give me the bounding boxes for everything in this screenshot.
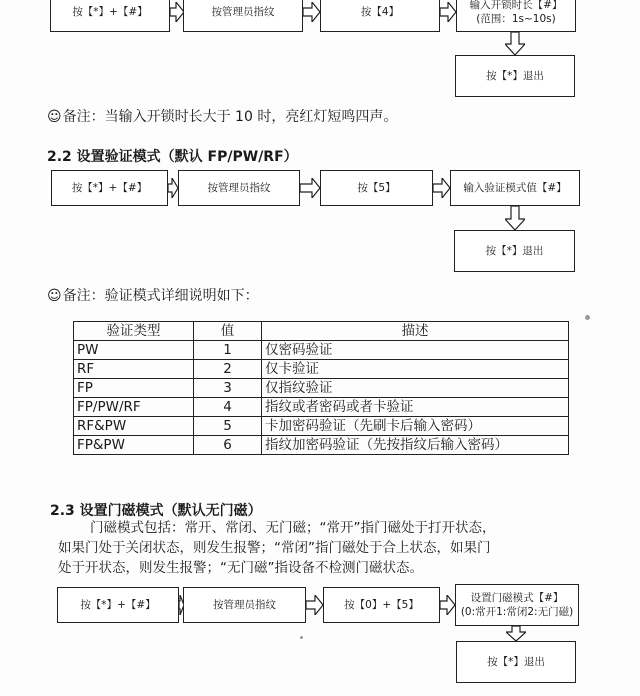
- flow3-step2-box: [183, 587, 306, 623]
- scan-speck: [300, 636, 303, 639]
- flow2-exit-box: [454, 230, 575, 272]
- note-unlock-duration: [47, 106, 397, 126]
- table-row: [74, 341, 569, 360]
- flow1-step4-label: 输入开锁时长【#】: [469, 0, 563, 11]
- table-cell-value: 4: [194, 398, 262, 417]
- note-unlock-duration-text: 备注：当输入开锁时长大于 10 时，亮红灯短鸣四声。: [62, 109, 398, 125]
- flow2-step3-box: [320, 170, 433, 206]
- flow3-step1-box: [57, 587, 179, 623]
- flow1-arrow-3: [440, 2, 456, 22]
- smiley-icon: ☺: [47, 109, 62, 125]
- flow2-arrow-2: [300, 178, 320, 198]
- flow1-step3-box: [320, 0, 440, 32]
- flow3-step3-box: [323, 587, 440, 623]
- flow3-step1-label: 按【*】+【#】: [80, 599, 156, 611]
- flow1-step3-label: 按【4】: [360, 6, 400, 18]
- table-cell-type: FP&PW: [74, 436, 194, 455]
- table-header: 验证类型: [74, 322, 194, 341]
- table-row: [74, 360, 569, 379]
- flow1-arrow-2: [303, 2, 320, 22]
- table-cell-value: 3: [194, 379, 262, 398]
- flow2-step4-label: 输入验证模式值【#】: [463, 182, 567, 194]
- flow1-exit-box: [455, 55, 575, 97]
- flow3-step3-label: 按【0】+【5】: [344, 599, 419, 611]
- flow3-step4-box: [455, 584, 579, 626]
- flow2-arrow-1: [168, 178, 178, 198]
- table-cell-desc: 仅指纹验证: [262, 379, 569, 398]
- flow1-step1-label: 按【*】+【#】: [72, 6, 148, 18]
- flow2-step3-label: 按【5】: [357, 182, 396, 194]
- table-cell-type: RF&PW: [74, 417, 194, 436]
- table-cell-desc: 卡加密码验证（先刷卡后输入密码）: [262, 417, 569, 436]
- flow2-step1-box: [51, 170, 168, 206]
- flow3-exit-label: 按【*】退出: [487, 656, 545, 668]
- table-cell-desc: 仅卡验证: [262, 360, 569, 379]
- table-cell-desc: 指纹加密码验证（先按指纹后输入密码）: [262, 436, 569, 455]
- note-verify-mode: [47, 285, 259, 305]
- table-cell-value: 1: [194, 341, 262, 360]
- table-header-row: [74, 322, 569, 341]
- flow3-arrow-down: [506, 626, 526, 641]
- flow1-step4-box: [456, 0, 576, 32]
- flow2-arrow-3: [433, 178, 450, 198]
- flow1-step2-label: 按管理员指纹: [211, 6, 275, 18]
- flow3-exit-box: [456, 641, 576, 683]
- scan-speck: [585, 315, 590, 320]
- table-cell-type: PW: [74, 341, 194, 360]
- note-verify-mode-text: 备注：验证模式详细说明如下：: [62, 288, 259, 304]
- table-cell-type: RF: [74, 360, 194, 379]
- flow3-arrow-1: [179, 595, 184, 615]
- table-cell-value: 6: [194, 436, 262, 455]
- flow2-step1-label: 按【*】+【#】: [71, 182, 148, 194]
- flow1-step2-box: [183, 0, 303, 32]
- flow1-arrow-down: [505, 32, 525, 55]
- flow2-step2-label: 按管理员指纹: [207, 182, 271, 194]
- table-cell-type: FP/PW/RF: [74, 398, 194, 417]
- flow3-step4-label: 设置门磁模式【#】: [470, 592, 564, 604]
- flow1-step1-box: [50, 0, 170, 32]
- flow1-step4-range: (范围：1s~10s): [476, 13, 556, 25]
- flow2-exit-label: 按【*】退出: [485, 245, 544, 257]
- verify-mode-table: [73, 321, 569, 455]
- flow3-step4-options: (0:常开1:常闭2:无门磁): [460, 606, 574, 618]
- flow3-arrow-3: [440, 595, 455, 615]
- table-row: [74, 379, 569, 398]
- table-row: [74, 398, 569, 417]
- flow3-step2-label: 按管理员指纹: [213, 599, 276, 611]
- door-sensor-paragraph-line-1: 门磁模式包括：常开、常闭、无门磁；“常开”指门磁处于打开状态，: [90, 520, 496, 536]
- section-2-2-heading: 2.2 设置验证模式（默认 FP/PW/RF）: [47, 149, 298, 165]
- section-2-3-heading: 2.3 设置门磁模式（默认无门磁）: [50, 503, 262, 519]
- table-row: [74, 436, 569, 455]
- door-sensor-paragraph-line-2: 如果门处于关闭状态，则发生报警；“常闭”指门磁处于合上状态，如果门: [58, 540, 491, 556]
- table-cell-desc: 仅密码验证: [262, 341, 569, 360]
- smiley-icon: ☺: [47, 288, 62, 304]
- table-header: 描述: [262, 322, 569, 341]
- table-cell-value: 2: [194, 360, 262, 379]
- table-row: [74, 417, 569, 436]
- flow2-arrow-down: [505, 206, 525, 230]
- table-header: 值: [194, 322, 262, 341]
- flow1-arrow-1: [170, 2, 184, 22]
- table-cell-value: 5: [194, 417, 262, 436]
- table-cell-type: FP: [74, 379, 194, 398]
- flow1-exit-label: 按【*】退出: [486, 70, 544, 82]
- table-cell-desc: 指纹或者密码或者卡验证: [262, 398, 569, 417]
- flow3-arrow-2: [306, 595, 323, 615]
- flow2-step2-box: [178, 170, 300, 206]
- door-sensor-paragraph-line-3: 处于开状态，则发生报警；“无门磁”指设备不检测门磁状态。: [58, 560, 423, 576]
- flow2-step4-box: [450, 170, 580, 206]
